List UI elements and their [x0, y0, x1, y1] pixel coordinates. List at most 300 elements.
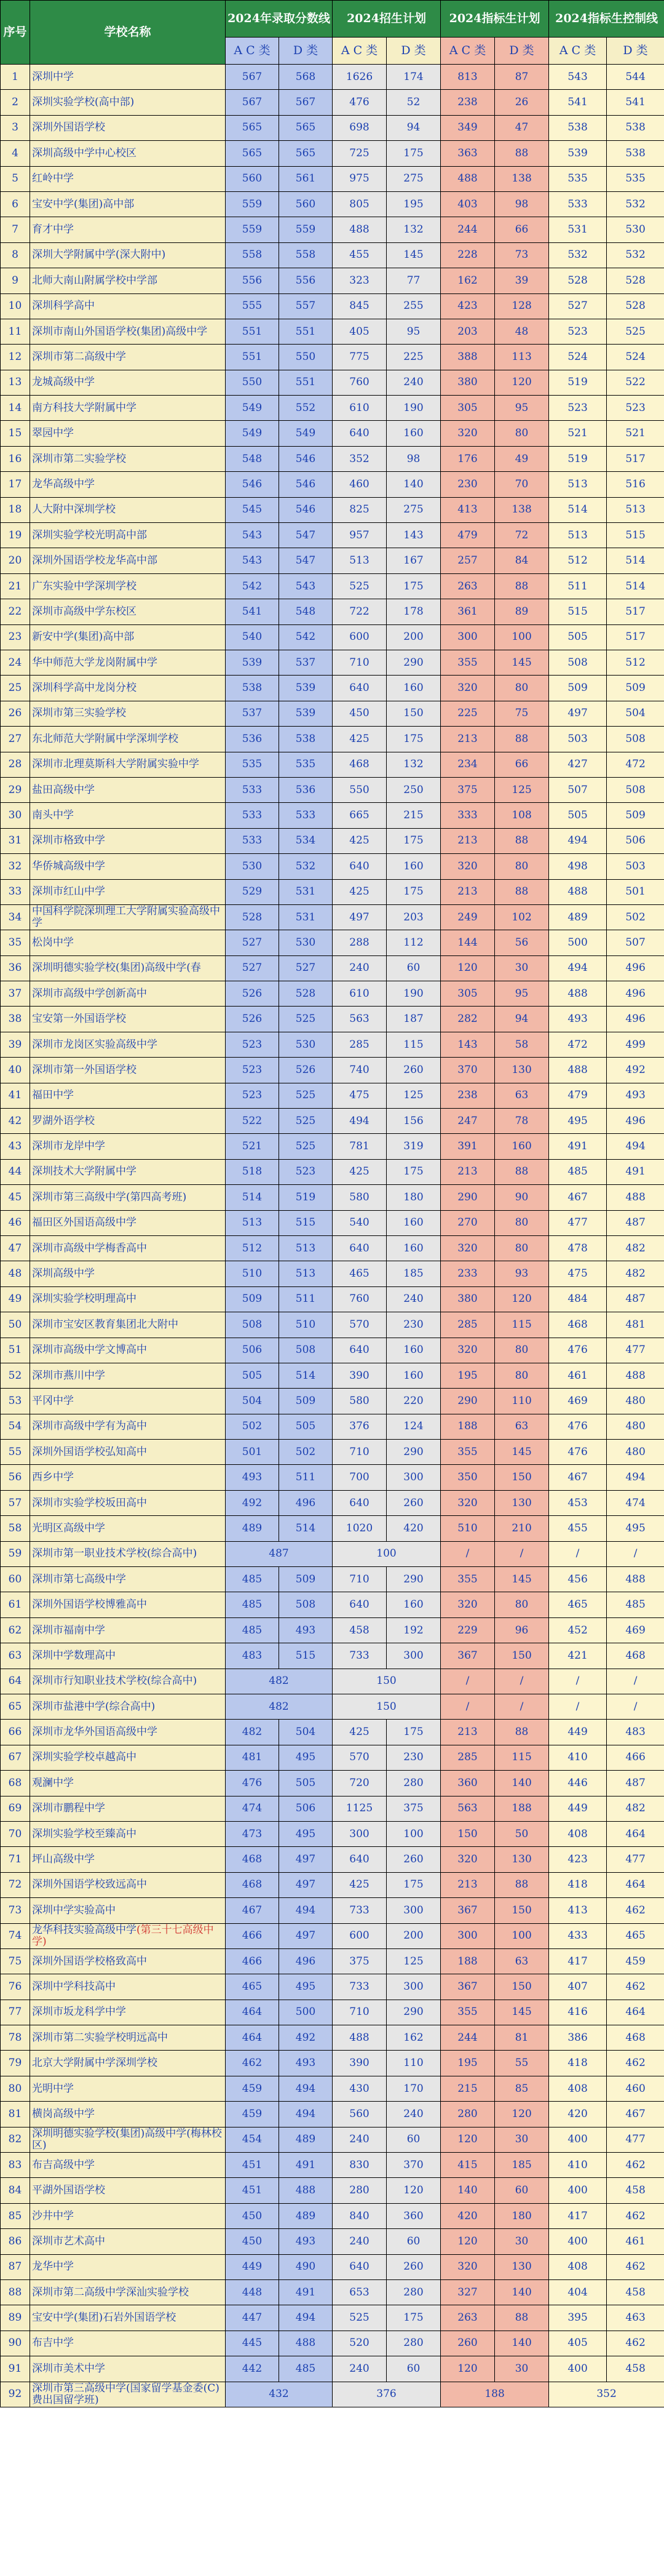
recruit-d: 195	[387, 191, 441, 217]
recruit-d: 143	[387, 523, 441, 548]
score-d: 549	[279, 421, 333, 446]
line-ac: 446	[549, 1771, 607, 1796]
quota-ac: 375	[441, 777, 495, 802]
line-d: 459	[607, 1948, 664, 1974]
quota-ac: 360	[441, 1771, 495, 1796]
school-name-text: 深圳实验学校卓越高中	[32, 1751, 136, 1764]
table-row	[1, 930, 664, 955]
score-ac: 468	[226, 1847, 279, 1872]
score-ac: 551	[226, 345, 279, 370]
recruit-d: 240	[387, 1286, 441, 1312]
recruit-d: 60	[387, 955, 441, 981]
row-number: 11	[1, 319, 30, 344]
quota-d: 125	[495, 777, 549, 802]
score-d: 535	[279, 752, 333, 777]
score-ac: 526	[226, 981, 279, 1007]
table-row	[1, 90, 664, 115]
school-name	[30, 777, 226, 802]
recruit-ac: 240	[333, 2127, 387, 2152]
row-number: 59	[1, 1541, 30, 1566]
row-number: 44	[1, 1159, 30, 1184]
row-number: 54	[1, 1414, 30, 1439]
quota-d: 30	[495, 2229, 549, 2254]
score-ac: 526	[226, 1007, 279, 1032]
quota-d: 47	[495, 115, 549, 140]
table-row	[1, 2178, 664, 2203]
quota-d: 140	[495, 2279, 549, 2305]
recruit-d: 170	[387, 2076, 441, 2101]
score-d: 511	[279, 1465, 333, 1490]
score-d: 543	[279, 573, 333, 599]
quota-d: 145	[495, 650, 549, 675]
score-d: 536	[279, 777, 333, 802]
recruit-d: 160	[387, 854, 441, 879]
score-ac: 451	[226, 2153, 279, 2178]
sub-header: D 类	[387, 38, 441, 65]
recruit-ac: 781	[333, 1134, 387, 1159]
school-name	[30, 727, 226, 752]
quota-d: 66	[495, 217, 549, 242]
line-d: 482	[607, 1796, 664, 1821]
line-ac: 514	[549, 497, 607, 522]
line-ac: 400	[549, 2127, 607, 2152]
school-name-text: 布吉高级中学	[32, 2158, 95, 2171]
school-name	[30, 370, 226, 395]
recruit-ac: 640	[333, 676, 387, 701]
table-row	[1, 497, 664, 522]
quota-d: 94	[495, 1007, 549, 1032]
quota-ac: 263	[441, 2305, 495, 2331]
recruit-d: 175	[387, 2305, 441, 2331]
score-merged: 482	[226, 1669, 333, 1694]
school-name-text: 深圳市第一职业技术学校(综合高中)	[32, 1547, 197, 1560]
score-ac: 556	[226, 268, 279, 293]
row-number: 85	[1, 2203, 30, 2228]
recruit-d: 60	[387, 2356, 441, 2382]
score-d: 538	[279, 727, 333, 752]
school-name-text: 育才中学	[32, 223, 74, 236]
line-d: 508	[607, 727, 664, 752]
line-ac: /	[549, 1541, 607, 1566]
line-ac: /	[549, 1669, 607, 1694]
line-ac: /	[549, 1694, 607, 1720]
quota-ac: 320	[441, 1490, 495, 1515]
quota-ac: /	[441, 1694, 495, 1720]
school-name-text: 深圳市第三高级中学(第四高考班)	[32, 1190, 187, 1203]
quota-d: 185	[495, 2153, 549, 2178]
row-number: 28	[1, 752, 30, 777]
school-name	[30, 2254, 226, 2279]
school-name-text: 南头中学	[32, 809, 74, 822]
score-ac: 527	[226, 930, 279, 955]
line-ac: 456	[549, 1567, 607, 1592]
score-d: 565	[279, 141, 333, 166]
quota-d: 88	[495, 2305, 549, 2331]
row-number: 77	[1, 2000, 30, 2025]
score-d: 505	[279, 1414, 333, 1439]
recruit-d: 160	[387, 1592, 441, 1617]
recruit-d: 280	[387, 1771, 441, 1796]
table-row	[1, 854, 664, 879]
row-number: 42	[1, 1109, 30, 1134]
recruit-d: 260	[387, 2254, 441, 2279]
school-name	[30, 268, 226, 293]
recruit-d: 290	[387, 1440, 441, 1465]
table-row	[1, 2203, 664, 2228]
school-name-text: 深圳科学高中	[32, 300, 95, 313]
table-row	[1, 446, 664, 471]
line-d: 516	[607, 472, 664, 497]
score-ac: 448	[226, 2279, 279, 2305]
school-name-text: 平冈中学	[32, 1395, 74, 1407]
quota-d: 85	[495, 2076, 549, 2101]
score-d: 548	[279, 599, 333, 624]
score-d: 494	[279, 1898, 333, 1923]
line-ac: 465	[549, 1592, 607, 1617]
school-name	[30, 2076, 226, 2101]
school-name	[30, 2153, 226, 2178]
recruit-d: 110	[387, 2051, 441, 2076]
row-number: 40	[1, 1058, 30, 1083]
table-row	[1, 2000, 664, 2025]
score-d: 491	[279, 2279, 333, 2305]
table-row	[1, 1286, 664, 1312]
recruit-ac: 563	[333, 1007, 387, 1032]
recruit-d: 115	[387, 1032, 441, 1057]
line-d: 544	[607, 65, 664, 90]
table-row	[1, 599, 664, 624]
school-name	[30, 1134, 226, 1159]
score-d: 550	[279, 345, 333, 370]
row-number: 56	[1, 1465, 30, 1490]
score-ac: 481	[226, 1745, 279, 1770]
recruit-ac: 760	[333, 1286, 387, 1312]
line-d: /	[607, 1694, 664, 1720]
score-d: 495	[279, 1745, 333, 1770]
school-name	[30, 1872, 226, 1897]
table-row	[1, 1643, 664, 1669]
score-d: 500	[279, 2000, 333, 2025]
line-d: 528	[607, 293, 664, 319]
score-d: 527	[279, 955, 333, 981]
header-school: 学校名称	[30, 1, 226, 65]
row-number: 51	[1, 1338, 30, 1363]
line-d: 515	[607, 523, 664, 548]
line-ac: 479	[549, 1083, 607, 1108]
line-d: 464	[607, 1872, 664, 1897]
quota-d: 130	[495, 2254, 549, 2279]
score-ac: 514	[226, 1185, 279, 1210]
school-name	[30, 2229, 226, 2254]
recruit-ac: 610	[333, 396, 387, 421]
school-name-text: 深圳明德实验学校(集团)高级中学(春	[32, 962, 201, 975]
recruit-d: 187	[387, 1007, 441, 1032]
line-ac: 452	[549, 1617, 607, 1643]
line-ac: 500	[549, 930, 607, 955]
line-ac: 400	[549, 2178, 607, 2203]
quota-d: 56	[495, 930, 549, 955]
line-d: 503	[607, 854, 664, 879]
line-d: 462	[607, 2153, 664, 2178]
school-name	[30, 1058, 226, 1083]
line-d: 477	[607, 2127, 664, 2152]
table-row	[1, 1058, 664, 1083]
score-d: 494	[279, 2102, 333, 2127]
recruit-d: 215	[387, 803, 441, 828]
quota-ac: 213	[441, 879, 495, 904]
score-d: 546	[279, 472, 333, 497]
recruit-ac: 560	[333, 2102, 387, 2127]
table-row	[1, 319, 664, 344]
school-name-text: 深圳市第二高级中学深汕实验学校	[32, 2286, 189, 2299]
quota-d: 108	[495, 803, 549, 828]
quota-ac: 813	[441, 65, 495, 90]
score-merged: 487	[226, 1541, 333, 1566]
table-row	[1, 1109, 664, 1134]
table-row	[1, 2254, 664, 2279]
line-d: 462	[607, 2051, 664, 2076]
recruit-d: 125	[387, 1083, 441, 1108]
row-number: 12	[1, 345, 30, 370]
recruit-ac: 640	[333, 1338, 387, 1363]
score-d: 490	[279, 2254, 333, 2279]
recruit-d: 290	[387, 650, 441, 675]
line-ac: 475	[549, 1261, 607, 1286]
line-ac: 505	[549, 803, 607, 828]
line-ac: 416	[549, 2000, 607, 2025]
quota-merged: 188	[441, 2382, 549, 2407]
line-ac: 498	[549, 854, 607, 879]
quota-ac: 257	[441, 548, 495, 573]
line-ac: 386	[549, 2025, 607, 2051]
school-name-text: 深圳市宝安区教育集团北大附中	[32, 1318, 178, 1331]
recruit-d: 175	[387, 828, 441, 853]
sub-header: A C 类	[441, 38, 495, 65]
school-name-note: (第三十七高级中学)	[32, 1923, 214, 1948]
quota-d: 48	[495, 319, 549, 344]
table-row	[1, 752, 664, 777]
quota-d: 110	[495, 1389, 549, 1414]
quota-d: 80	[495, 854, 549, 879]
school-name	[30, 1338, 226, 1363]
table-row	[1, 1516, 664, 1541]
score-merged: 482	[226, 1694, 333, 1720]
score-d: 525	[279, 1134, 333, 1159]
quota-ac: 150	[441, 1821, 495, 1846]
score-ac: 565	[226, 141, 279, 166]
recruit-ac: 640	[333, 421, 387, 446]
score-d: 494	[279, 2076, 333, 2101]
score-ac: 523	[226, 1058, 279, 1083]
table-row	[1, 2229, 664, 2254]
table-row	[1, 2102, 664, 2127]
score-ac: 565	[226, 115, 279, 140]
recruit-ac: 830	[333, 2153, 387, 2178]
recruit-d: 300	[387, 1974, 441, 2000]
line-d: 517	[607, 446, 664, 471]
line-ac: 515	[549, 599, 607, 624]
score-ac: 485	[226, 1592, 279, 1617]
quota-ac: 120	[441, 2356, 495, 2382]
quota-ac: 238	[441, 90, 495, 115]
row-number: 62	[1, 1617, 30, 1643]
line-d: 485	[607, 1592, 664, 1617]
school-name	[30, 2102, 226, 2127]
recruit-ac: 975	[333, 166, 387, 191]
table-row	[1, 2305, 664, 2331]
recruit-ac: 240	[333, 955, 387, 981]
header-score: 2024年录取分数线	[226, 1, 333, 38]
score-d: 552	[279, 396, 333, 421]
recruit-ac: 450	[333, 701, 387, 726]
quota-d: 80	[495, 1592, 549, 1617]
score-d: 534	[279, 828, 333, 853]
recruit-ac: 957	[333, 523, 387, 548]
quota-d: 88	[495, 879, 549, 904]
line-d: 514	[607, 573, 664, 599]
recruit-d: 95	[387, 319, 441, 344]
school-name	[30, 955, 226, 981]
school-name-text: 深圳高级中学中心校区	[32, 146, 136, 159]
quota-ac: 260	[441, 2331, 495, 2356]
line-d: 472	[607, 752, 664, 777]
table-row	[1, 293, 664, 319]
row-number: 45	[1, 1185, 30, 1210]
recruit-d: 260	[387, 1058, 441, 1083]
line-ac: 400	[549, 2229, 607, 2254]
school-name	[30, 1286, 226, 1312]
recruit-d: 112	[387, 930, 441, 955]
score-d: 515	[279, 1210, 333, 1235]
line-d: 482	[607, 1261, 664, 1286]
quota-ac: 213	[441, 1720, 495, 1745]
score-d: 513	[279, 1235, 333, 1261]
quota-ac: 320	[441, 421, 495, 446]
recruit-d: 260	[387, 1847, 441, 1872]
table-row	[1, 1261, 664, 1286]
recruit-ac: 710	[333, 650, 387, 675]
score-ac: 545	[226, 497, 279, 522]
line-ac: 488	[549, 981, 607, 1007]
recruit-d: 230	[387, 1312, 441, 1338]
score-ac: 558	[226, 242, 279, 268]
line-ac: 488	[549, 1058, 607, 1083]
quota-ac: 120	[441, 2229, 495, 2254]
quota-ac: 244	[441, 217, 495, 242]
recruit-d: 140	[387, 472, 441, 497]
recruit-d: 185	[387, 1261, 441, 1286]
score-ac: 476	[226, 1771, 279, 1796]
recruit-d: 145	[387, 242, 441, 268]
score-d: 493	[279, 1617, 333, 1643]
line-ac: 494	[549, 955, 607, 981]
line-d: 538	[607, 115, 664, 140]
recruit-ac: 390	[333, 1363, 387, 1388]
line-d: 488	[607, 1363, 664, 1388]
row-number: 9	[1, 268, 30, 293]
score-ac: 548	[226, 446, 279, 471]
school-name-text: 深圳中学数理高中	[32, 1649, 116, 1662]
table-row	[1, 345, 664, 370]
recruit-ac: 488	[333, 217, 387, 242]
score-ac: 543	[226, 523, 279, 548]
school-name	[30, 548, 226, 573]
school-name	[30, 2051, 226, 2076]
line-ac: 467	[549, 1465, 607, 1490]
recruit-d: 375	[387, 1796, 441, 1821]
quota-d: 60	[495, 2178, 549, 2203]
line-ac: 410	[549, 1745, 607, 1770]
recruit-d: 174	[387, 65, 441, 90]
line-d: 509	[607, 803, 664, 828]
recruit-ac: 475	[333, 1083, 387, 1108]
line-d: 464	[607, 1821, 664, 1846]
recruit-ac: 733	[333, 1898, 387, 1923]
quota-d: 145	[495, 1440, 549, 1465]
school-name-text: 深圳市实验学校坂田高中	[32, 1496, 147, 1509]
score-ac: 540	[226, 624, 279, 650]
line-ac: 489	[549, 904, 607, 930]
line-d: 474	[607, 1490, 664, 1515]
school-name	[30, 1083, 226, 1108]
line-ac: 468	[549, 1312, 607, 1338]
score-d: 513	[279, 1261, 333, 1286]
recruit-d: 160	[387, 1338, 441, 1363]
recruit-ac: 494	[333, 1109, 387, 1134]
score-ac: 468	[226, 1872, 279, 1897]
score-d: 496	[279, 1490, 333, 1515]
score-d: 539	[279, 676, 333, 701]
quota-ac: 225	[441, 701, 495, 726]
school-name	[30, 1312, 226, 1338]
score-d: 523	[279, 1159, 333, 1184]
quota-d: 26	[495, 90, 549, 115]
school-name	[30, 1032, 226, 1057]
line-ac: 405	[549, 2331, 607, 2356]
school-name	[30, 1567, 226, 1592]
quota-d: 180	[495, 2203, 549, 2228]
quota-d: 72	[495, 523, 549, 548]
quota-d: 88	[495, 141, 549, 166]
row-number: 73	[1, 1898, 30, 1923]
recruit-ac: 610	[333, 981, 387, 1007]
school-name	[30, 1109, 226, 1134]
score-d: 488	[279, 2331, 333, 2356]
score-ac: 549	[226, 421, 279, 446]
school-name-text: 平湖外国语学校	[32, 2184, 105, 2197]
line-ac: 427	[549, 752, 607, 777]
quota-ac: 320	[441, 854, 495, 879]
school-name-text: 宝安第一外国语学校	[32, 1013, 126, 1026]
quota-ac: 285	[441, 1745, 495, 1770]
line-ac: 538	[549, 115, 607, 140]
quota-ac: 333	[441, 803, 495, 828]
recruit-ac: 425	[333, 1159, 387, 1184]
line-ac: 532	[549, 242, 607, 268]
school-name-text: 深圳市高级中学创新高中	[32, 987, 147, 1000]
recruit-d: 150	[387, 701, 441, 726]
line-d: 504	[607, 701, 664, 726]
line-ac: 420	[549, 2102, 607, 2127]
recruit-ac: 513	[333, 548, 387, 573]
recruit-ac: 1020	[333, 1516, 387, 1541]
table-row	[1, 1847, 664, 1872]
recruit-d: 275	[387, 166, 441, 191]
row-number: 60	[1, 1567, 30, 1592]
line-d: 460	[607, 2076, 664, 2101]
quota-d: 88	[495, 1159, 549, 1184]
school-name	[30, 624, 226, 650]
